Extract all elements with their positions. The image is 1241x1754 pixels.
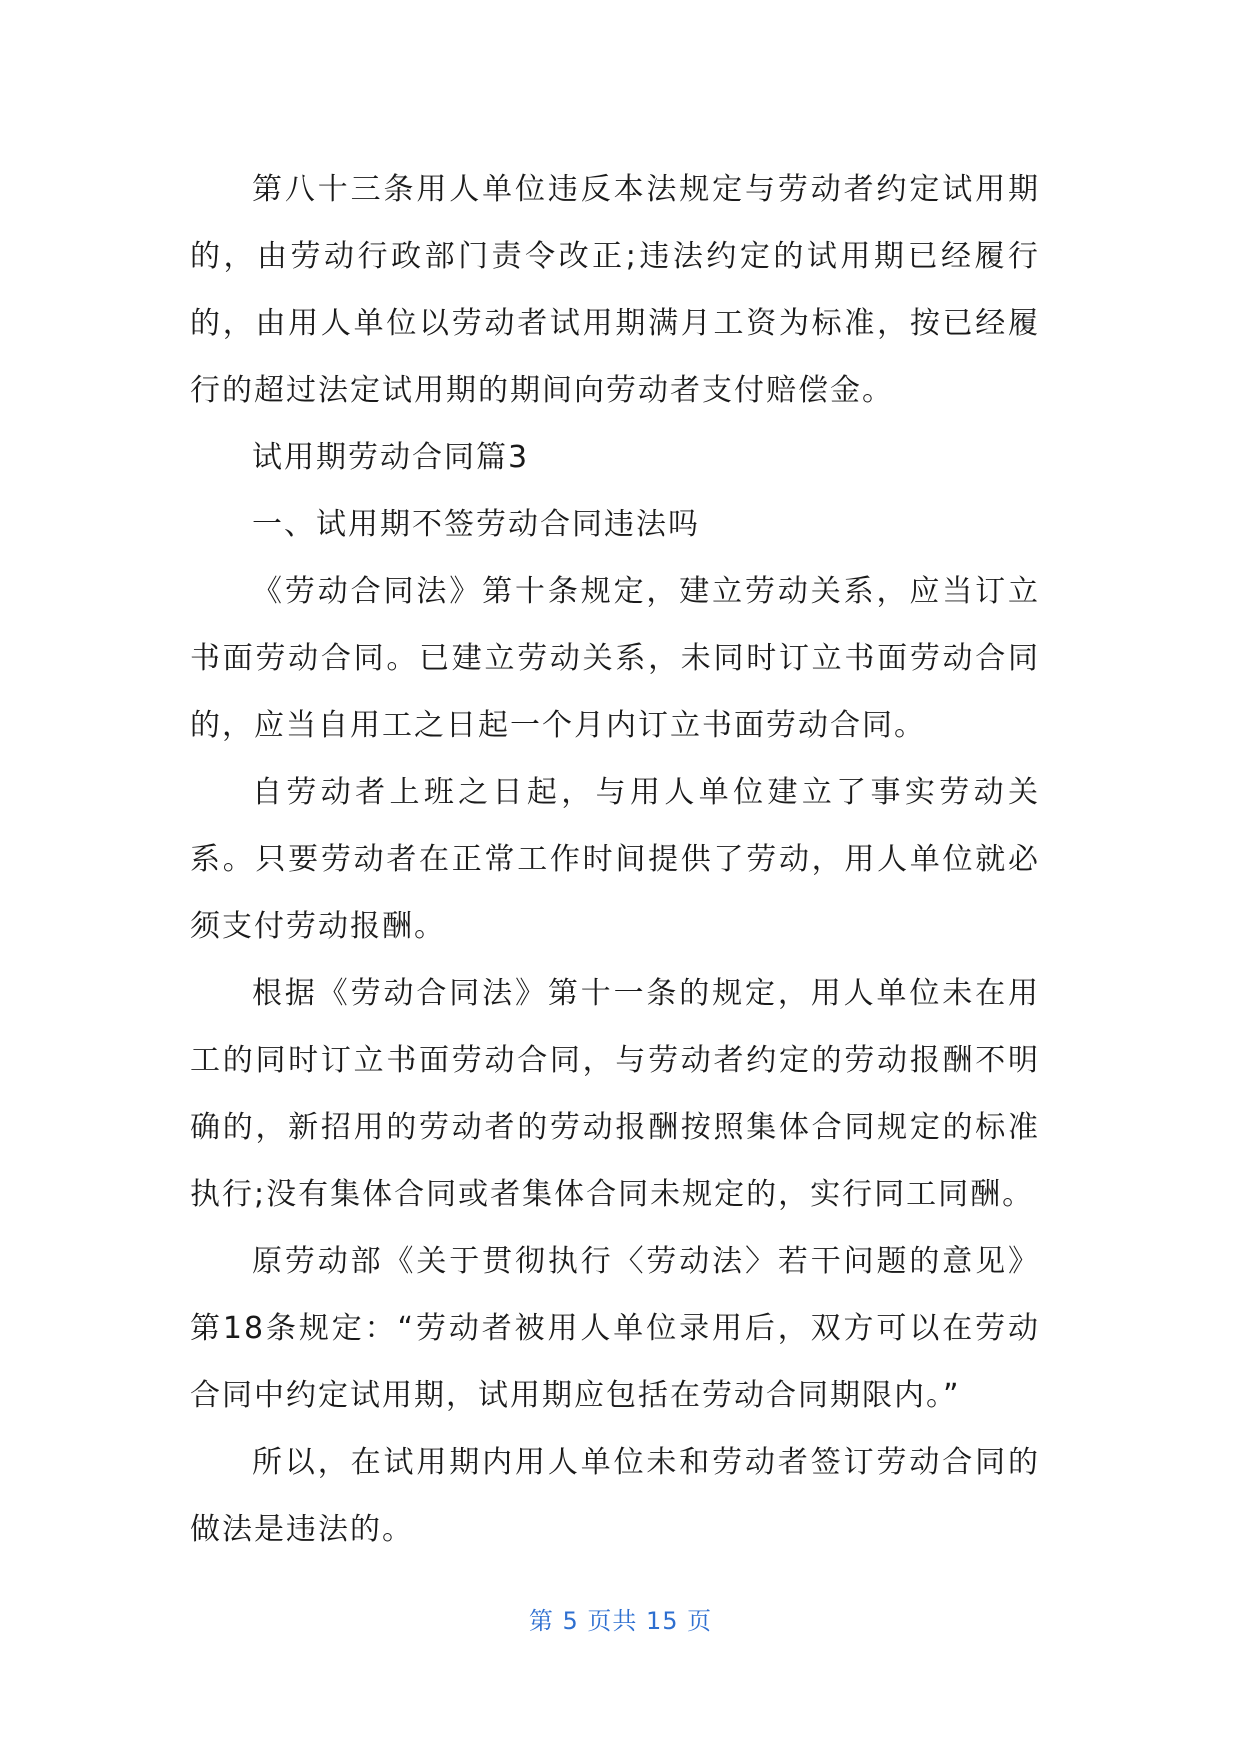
section-heading-contract-3: 试用期劳动合同篇3	[252, 440, 530, 475]
paragraph-article-11: 根据《劳动合同法》第十一条的规定，用人单位未在用工的同时订立书面劳动合同，与劳动者约定的劳动报酬不明确的，新招用的劳动者的劳动报酬按照集体合同规定的标准执行;没有集体合同或者集体合同未规定的，实行同工同酬。	[190, 976, 1040, 1212]
paragraph-article-10: 《劳动合同法》第十条规定，建立劳动关系，应当订立书面劳动合同。已建立劳动关系，未同时订立书面劳动合同的，应当自用工之日起一个月内订立书面劳动合同。	[190, 574, 1040, 743]
paragraph-article-18: 原劳动部《关于贯彻执行〈劳动法〉若干问题的意见》第18条规定：“劳动者被用人单位录用后，双方可以在劳动合同中约定试用期，试用期应包括在劳动合同期限内。”	[190, 1244, 1040, 1413]
paragraph-de-facto-relation: 自劳动者上班之日起，与用人单位建立了事实劳动关系。只要劳动者在正常工作时间提供了劳动，用人单位就必须支付劳动报酬。	[190, 775, 1040, 944]
paragraph-article-83: 第八十三条用人单位违反本法规定与劳动者约定试用期的，由劳动行政部门责令改正;违法约定的试用期已经履行的，由用人单位以劳动者试用期满月工资为标准，按已经履行的超过法定试用期的期间向劳动者支付赔偿金。	[190, 172, 1040, 408]
subheading-unsigned-contract: 一、试用期不签劳动合同违法吗	[252, 507, 700, 542]
paragraph-conclusion: 所以，在试用期内用人单位未和劳动者签订劳动合同的做法是违法的。	[190, 1445, 1040, 1547]
page-number-footer: 第 5 页共 15 页	[528, 1607, 713, 1635]
document-body	[190, 156, 1040, 1563]
